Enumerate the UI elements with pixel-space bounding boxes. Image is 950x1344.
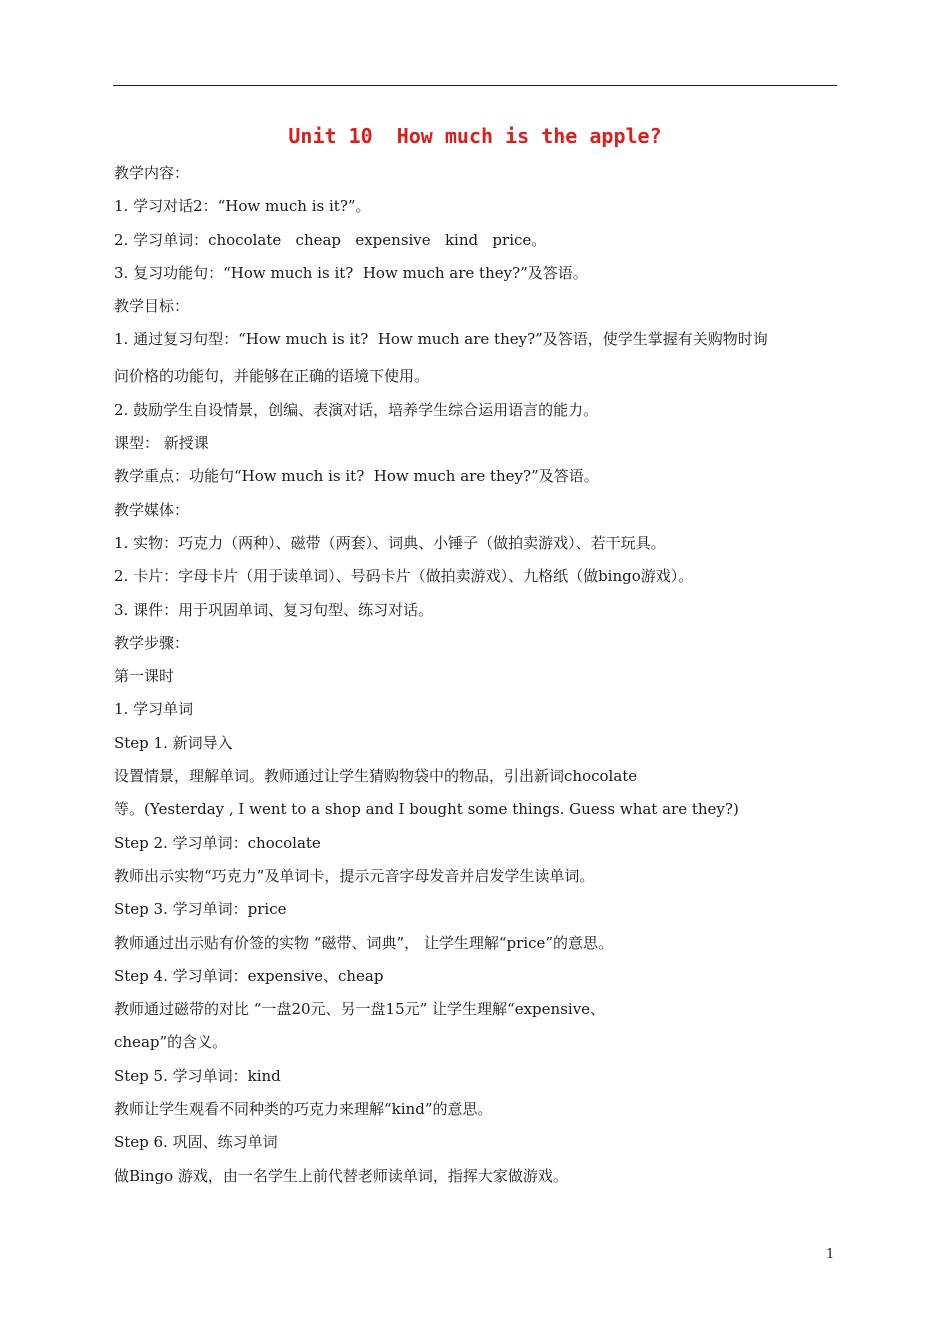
- text-line: 1. 学习对话2：“How much is it?”。: [114, 197, 371, 216]
- text-line: 教学重点：功能句“How much is it? How much are they?”及答语。: [114, 467, 599, 486]
- text-line: 教学步骤：: [114, 633, 190, 652]
- text-line: 课型： 新授课: [114, 434, 209, 453]
- text-line: 教师通过磁带的对比 “一盘20元、另一盘15元” 让学生理解“expensive、: [114, 1000, 606, 1019]
- text-line: 3. 课件：用于巩固单词、复习句型、练习对话。: [114, 600, 434, 619]
- document-body: [114, 157, 838, 1193]
- text-line: 1. 通过复习句型：“How much is it? How much are they?”及答语，使学生掌握有关购物时询: [114, 330, 768, 349]
- text-line: Step 1. 新词导入: [114, 733, 233, 752]
- text-line: 2. 鼓励学生自设情景，创编、表演对话，培养学生综合运用语言的能力。: [114, 400, 599, 419]
- text-line: 教师让学生观看不同种类的巧克力来理解“kind”的意思。: [114, 1100, 493, 1119]
- text-line: cheap”的含义。: [114, 1033, 228, 1052]
- text-line: 等。(Yesterday , I went to a shop and I bought some things. Guess what are they?): [114, 800, 739, 819]
- text-line: 问价格的功能句，并能够在正确的语境下使用。: [114, 367, 430, 386]
- text-line: 教学目标：: [114, 297, 190, 316]
- text-line: Step 3. 学习单词：price: [114, 900, 287, 919]
- document-title: Unit 10 How much is the apple?: [288, 124, 662, 148]
- text-line: 2. 学习单词：chocolate cheap expensive kind price。: [114, 230, 547, 249]
- text-line: Step 6. 巩固、练习单词: [114, 1133, 278, 1152]
- text-line: 第一课时: [114, 667, 175, 686]
- text-line: 教师通过出示贴有价签的实物 “磁带、词典”， 让学生理解“price”的意思。: [114, 933, 614, 952]
- text-line: 教学媒体：: [114, 500, 190, 519]
- text-line: Step 5. 学习单词：kind: [114, 1066, 281, 1085]
- text-line: 设置情景，理解单词。教师通过让学生猜购物袋中的物品，引出新词chocolate: [114, 767, 638, 786]
- text-line: 1. 学习单词: [114, 700, 194, 719]
- text-line: 3. 复习功能句：“How much is it? How much are they?”及答语。: [114, 263, 588, 282]
- text-line: 1. 实物：巧克力（两种）、磁带（两套）、词典、小锤子（做拍卖游戏）、若干玩具。: [114, 533, 666, 552]
- page-number: 1: [826, 1247, 835, 1262]
- text-line: Step 2. 学习单词：chocolate: [114, 833, 321, 852]
- text-line: 教师出示实物“巧克力”及单词卡，提示元音字母发音并启发学生读单词。: [114, 866, 595, 885]
- text-line: 2. 卡片：字母卡片（用于读单词）、号码卡片（做拍卖游戏）、九格纸（做bingo游戏）。: [114, 567, 694, 586]
- text-line: 教学内容：: [114, 164, 190, 182]
- header-rule: [113, 85, 837, 86]
- text-line: Step 4. 学习单词：expensive、cheap: [114, 966, 384, 985]
- text-line: 做Bingo 游戏，由一名学生上前代替老师读单词，指挥大家做游戏。: [114, 1166, 568, 1185]
